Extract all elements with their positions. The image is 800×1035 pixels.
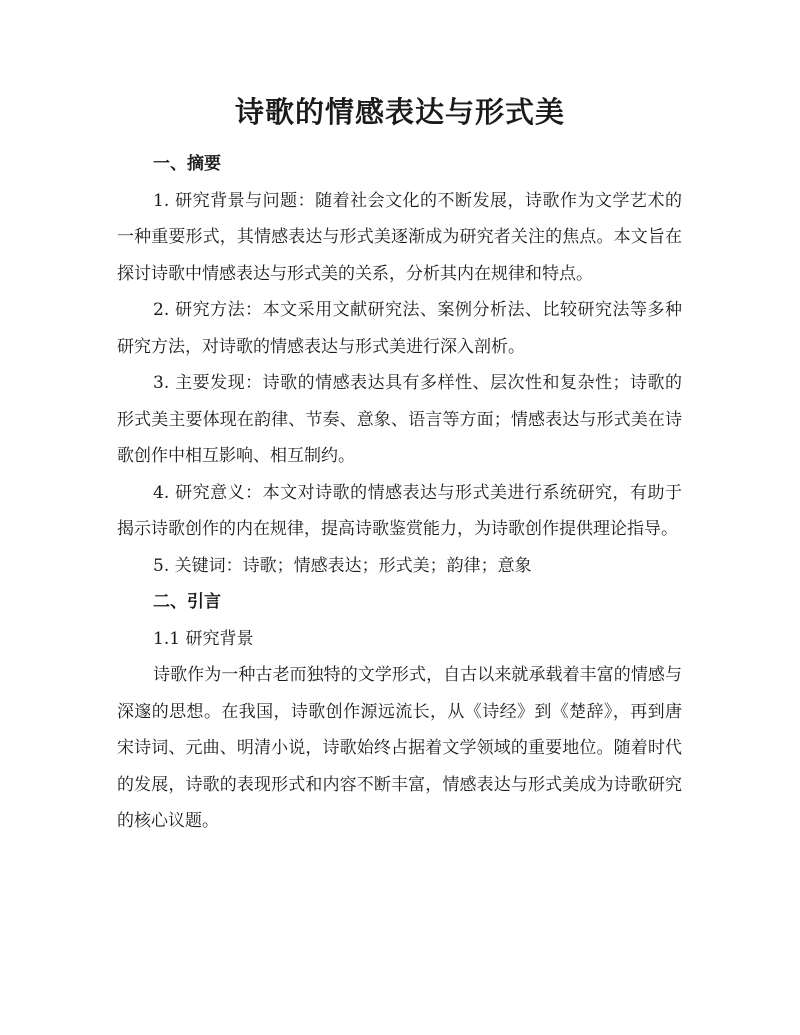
introduction-paragraph: 诗歌作为一种古老而独特的文学形式，自古以来就承载着丰富的情感与深邃的思想。在我国，诗歌创作源远流长，从《诗经》到《楚辞》，再到唐宋诗词、元曲、明清小说，诗歌始终占据着文学领域的重要地位。随着时代的发展，诗歌的表现形式和内容不断丰富，情感表达与形式美成为诗歌研究的核心议题。 (117, 665, 682, 831)
section-heading-abstract: 一、摘要 (153, 154, 221, 174)
abstract-item: 2. 研究方法：本文采用文献研究法、案例分析法、比较研究法等多种研究方法，对诗歌的情感表达与形式美进行深入剖析。 (117, 300, 682, 357)
page-title: 诗歌的情感表达与形式美 (234, 95, 565, 129)
section-heading-introduction: 二、引言 (153, 592, 221, 612)
subsection-heading-background: 1.1 研究背景 (153, 628, 254, 649)
document-body (117, 146, 682, 840)
abstract-item: 4. 研究意义：本文对诗歌的情感表达与形式美进行系统研究，有助于揭示诗歌创作的内在规律，提高诗歌鉴赏能力，为诗歌创作提供理论指导。 (117, 482, 682, 539)
abstract-item: 5. 关键词：诗歌；情感表达；形式美；韵律；意象 (153, 555, 532, 576)
abstract-item: 3. 主要发现：诗歌的情感表达具有多样性、层次性和复杂性；诗歌的形式美主要体现在韵律、节奏、意象、语言等方面；情感表达与形式美在诗歌创作中相互影响、相互制约。 (117, 373, 682, 466)
abstract-item: 1. 研究背景与问题：随着社会文化的不断发展，诗歌作为文学艺术的一种重要形式，其情感表达与形式美逐渐成为研究者关注的焦点。本文旨在探讨诗歌中情感表达与形式美的关系，分析其内在规律和特点。 (117, 190, 682, 284)
